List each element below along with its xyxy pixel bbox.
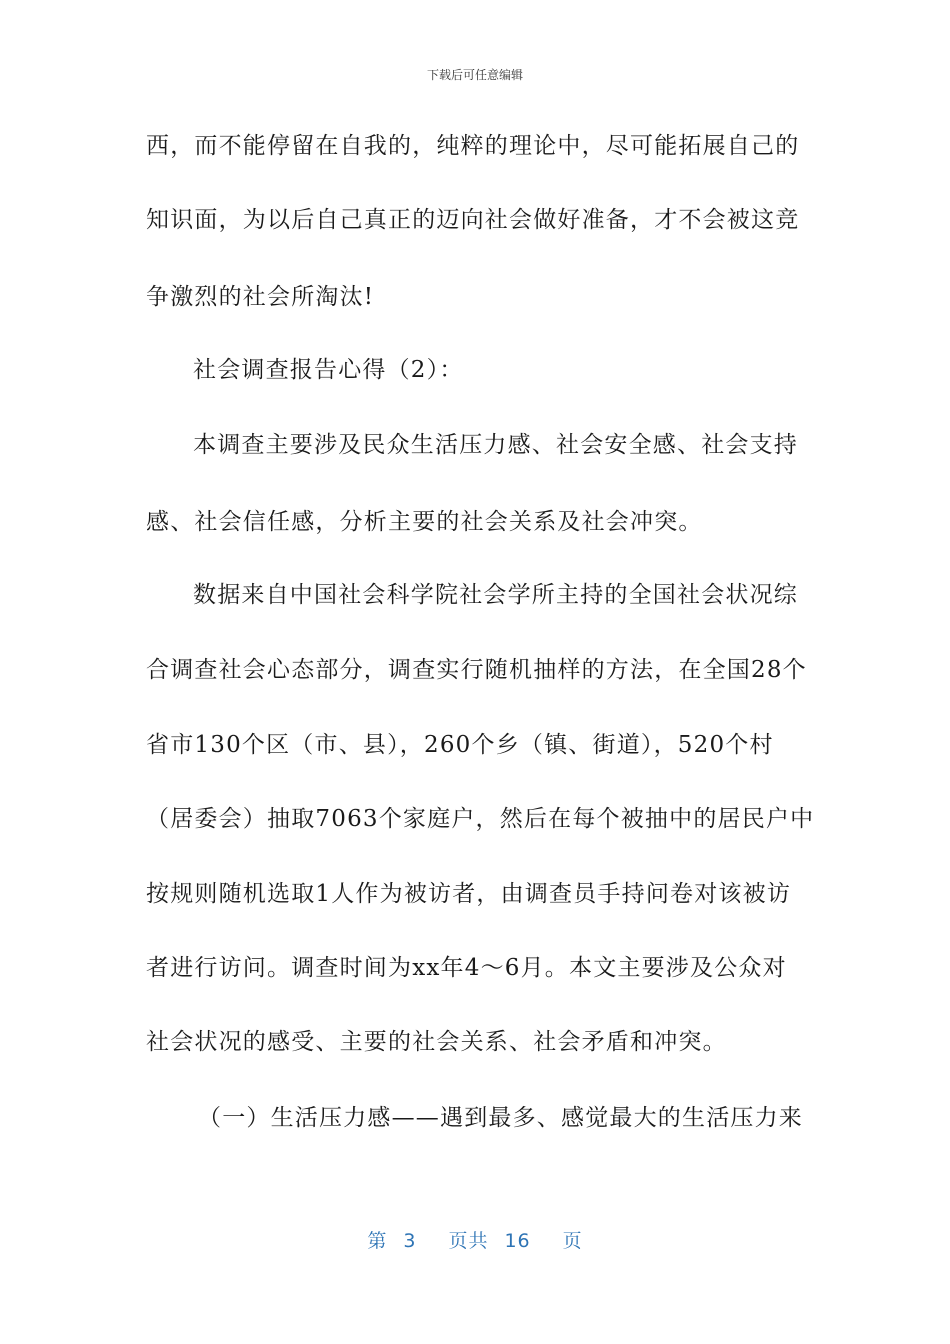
text-line: 社会状况的感受、主要的社会关系、社会矛盾和冲突。 bbox=[146, 1029, 727, 1055]
text-line: 知识面，为以后自己真正的迈向社会做好准备，才不会被这竞 bbox=[146, 207, 800, 233]
text-line: 西，而不能停留在自我的，纯粹的理论中，尽可能拓展自己的 bbox=[146, 133, 800, 159]
page-header: 下载后可任意编辑 bbox=[426, 68, 523, 82]
page-label-mid: 页共 bbox=[448, 1230, 489, 1252]
subsection-heading: （一）生活压力感——遇到最多、感觉最大的生活压力来 bbox=[198, 1105, 803, 1131]
text-line: 按规则随机选取1人作为被访者，由调查员手持问卷对该被访 bbox=[146, 881, 792, 907]
text-line: 省市130个区（市、县），260个乡（镇、街道），520个村 bbox=[146, 732, 774, 758]
page-footer bbox=[0, 1226, 950, 1253]
text-line: （居委会）抽取7063个家庭户，然后在每个被抽中的居民户中 bbox=[146, 806, 815, 832]
text-line: 争激烈的社会所淘汰! bbox=[146, 284, 375, 310]
text-line: 本调查主要涉及民众生活压力感、社会安全感、社会支持 bbox=[193, 432, 798, 458]
total-pages-number: 16 bbox=[504, 1230, 531, 1252]
text-line: 数据来自中国社会科学院社会学所主持的全国社会状况综 bbox=[193, 582, 798, 608]
text-line: 感、社会信任感，分析主要的社会关系及社会冲突。 bbox=[146, 509, 703, 535]
page-label-post: 页 bbox=[562, 1230, 583, 1252]
text-line: 者进行访问。调查时间为xx年4～6月。本文主要涉及公众对 bbox=[146, 955, 787, 981]
current-page-number: 3 bbox=[403, 1230, 417, 1252]
page-label-pre: 第 bbox=[367, 1230, 388, 1252]
text-line: 合调查社会心态部分，调查实行随机抽样的方法，在全国28个 bbox=[146, 657, 807, 683]
section-heading: 社会调查报告心得（2）： bbox=[193, 357, 464, 383]
